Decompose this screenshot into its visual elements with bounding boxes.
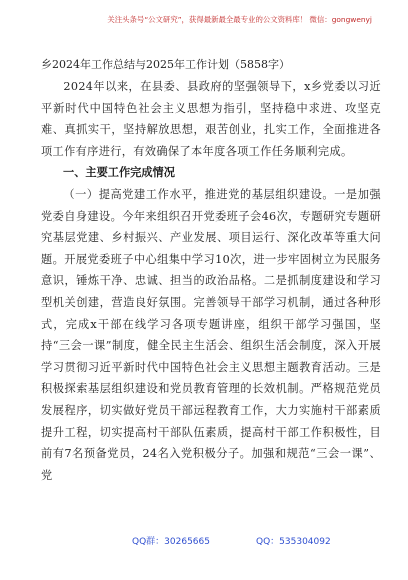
intro-paragraph: 2024年以来，在县委、县政府的坚强领导下，x乡党委以习近平新时代中国特色社会主义思想为指引，坚持稳中求进、攻坚克难、真抓实干，坚持解放思想，艰苦创业，扎实工作，全面推进各项工作有序进行，有效确保了本年度各项工作任务顺利完成。 <box>41 80 381 158</box>
document-title: 乡2024年工作总结与2025年工作计划（5858字） <box>41 58 290 71</box>
body-paragraph: （一）提高党建工作水平，推进党的基层组织建设。一是加强党委自身建设。今年来组织召开党委班子会46次，专题研究专题研究基层党建、乡村振兴、产业发展、项目运行、深化改革等重大问题。开展党委班子中心组集中学习10次，进一步牢固树立为民服务意识，锤炼干净、忠诚、担当的政治品格。二是抓制度建设和学习型机关创建，营造良好氛围。完善领导干部学习机制，通过各种形式，完成x干部在线学习各项专题讲座，组织干部学习强国，坚持“三会一课”制度，健全民主生活会、组织生活会制度，深入开展学习贯彻习近平新时代中国特色社会主义思想主题教育活动。三是积极探索基层组织建设和党员教育管理的长效机制。严格规范党员发展程序，切实做好党员干部远程教育工作，大力实施村干部素质提升工程，切实提高村干部队伍素质，提高村干部工作积极性，目前有7名预备党员，24名入党积极分子。加强和规范“三会一课”、党 <box>41 187 381 482</box>
document-page <box>41 54 381 534</box>
promo-text: 关注头条号“公文研究”，获得最新最全最专业的公文资料库！ 微信：gongwenyj <box>107 15 372 24</box>
qq-contact-link[interactable]: QQ：535304092 <box>256 537 331 547</box>
qq-group-link[interactable]: QQ群：30265665 <box>132 537 210 547</box>
section-heading: 一、主要工作完成情况 <box>63 165 175 180</box>
footer-banner <box>0 530 408 550</box>
header-banner <box>0 0 408 50</box>
